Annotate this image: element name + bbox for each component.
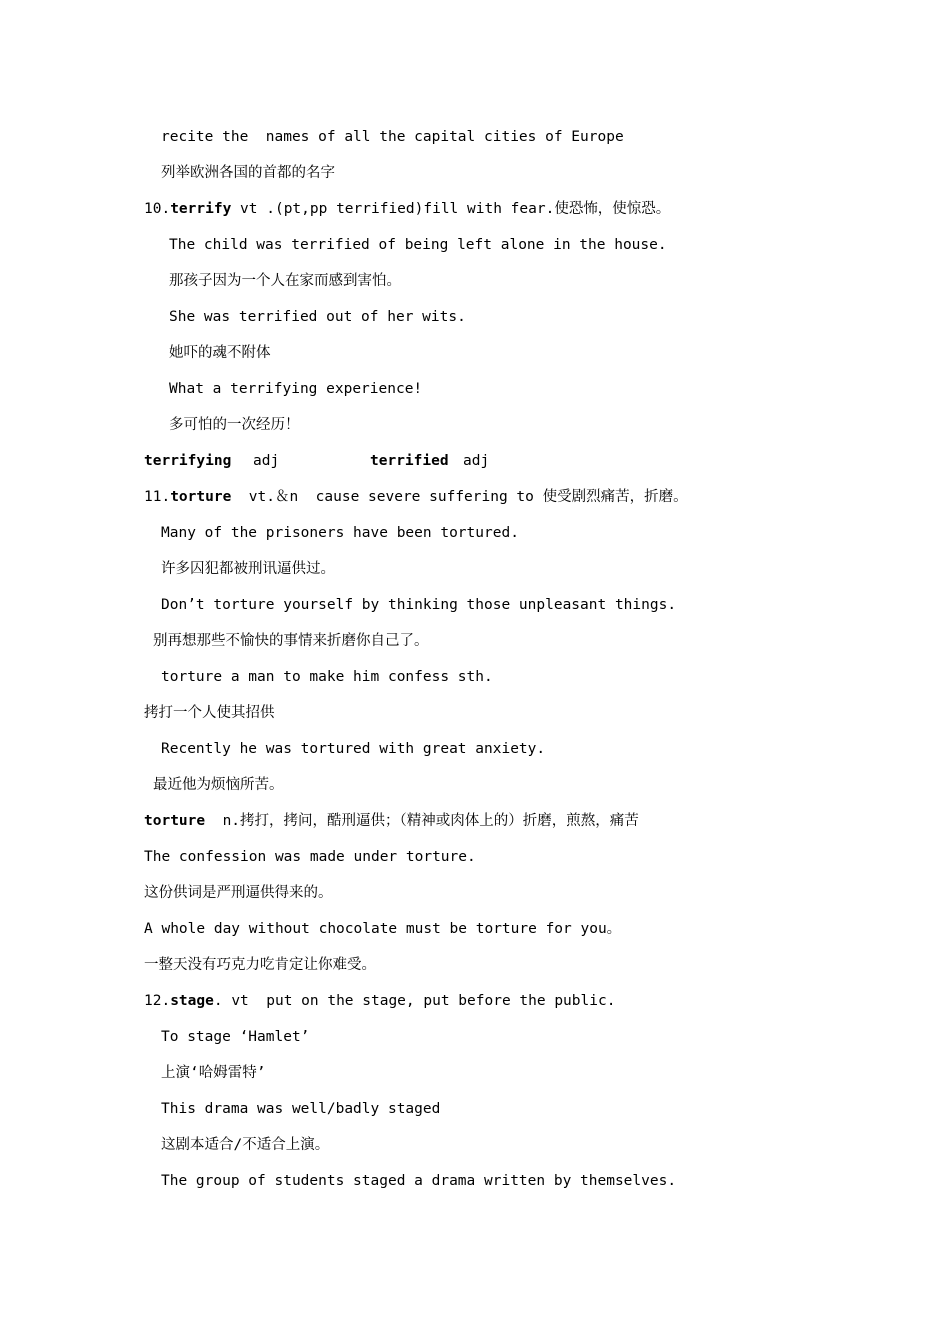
part-of-speech: adj — [253, 453, 280, 469]
example-translation: 最近他为烦恼所苦。 — [153, 777, 284, 793]
definition: n.拷打，拷问，酷刑逼供；（精神或肉体上的）折磨，煎熬，痛苦 — [205, 813, 639, 829]
example-translation: 多可怕的一次经历！ — [169, 417, 300, 433]
headword: torture — [170, 489, 232, 505]
entry-number: 12. — [144, 993, 171, 1009]
definition: vt .(pt,pp terrified)fill with fear.使恐怖，使惊恐。 — [231, 201, 671, 217]
example-sentence: Recently he was tortured with great anxiety. — [161, 741, 546, 757]
example-sentence: The group of students staged a drama written by themselves. — [161, 1173, 677, 1189]
headword: torture — [144, 813, 206, 829]
example-translation: 拷打一个人使其招供 — [144, 705, 275, 721]
derived-word: terrifying — [144, 453, 232, 469]
example-sentence: She was terrified out of her wits. — [169, 309, 466, 325]
example-sentence: The confession was made under torture. — [144, 849, 476, 865]
entry-stage — [144, 991, 615, 1011]
definition: . vt put on the stage, put before the public. — [213, 993, 616, 1009]
example-sentence: The child was terrified of being left alone in the house. — [169, 237, 667, 253]
entry-terrify — [144, 199, 670, 219]
headword: terrify — [170, 201, 232, 217]
example-sentence: This drama was well/badly staged — [161, 1101, 441, 1117]
entry-torture — [144, 487, 688, 507]
example-translation: 那孩子因为一个人在家而感到害怕。 — [169, 273, 401, 289]
example-translation: 一整天没有巧克力吃肯定让你难受。 — [144, 957, 376, 973]
example-sentence: To stage ‘Hamlet’ — [161, 1029, 310, 1045]
example-translation: 这份供词是严刑逼供得来的。 — [144, 885, 333, 901]
example-sentence: Don’t torture yourself by thinking those unpleasant things. — [161, 597, 677, 613]
example-sentence: Many of the prisoners have been tortured. — [161, 525, 519, 541]
example-sentence: A whole day without chocolate must be torture for you。 — [144, 921, 622, 937]
example-translation: 她吓的魂不附体 — [169, 345, 271, 361]
definition: vt.＆n cause severe suffering to 使受剧烈痛苦，折磨。 — [231, 489, 688, 505]
example-sentence: What a terrifying experience! — [169, 381, 423, 397]
entry-number: 11. — [144, 489, 171, 505]
example-translation: 许多囚犯都被刑讯逼供过。 — [161, 561, 335, 577]
derived-word: terrified — [370, 453, 449, 469]
example-sentence: recite the names of all the capital cities of Europe — [161, 129, 624, 145]
example-translation: 列举欧洲各国的首都的名字 — [161, 165, 335, 181]
entry-number: 10. — [144, 201, 171, 217]
example-translation: 这剧本适合/不适合上演。 — [161, 1137, 330, 1153]
example-translation: 上演‘哈姆雷特’ — [161, 1065, 266, 1081]
example-translation: 别再想那些不愉快的事情来折磨你自己了。 — [153, 633, 429, 649]
example-sentence: torture a man to make him confess sth. — [161, 669, 493, 685]
headword: stage — [170, 993, 214, 1009]
part-of-speech: adj — [463, 453, 490, 469]
entry-torture-noun — [144, 811, 639, 831]
